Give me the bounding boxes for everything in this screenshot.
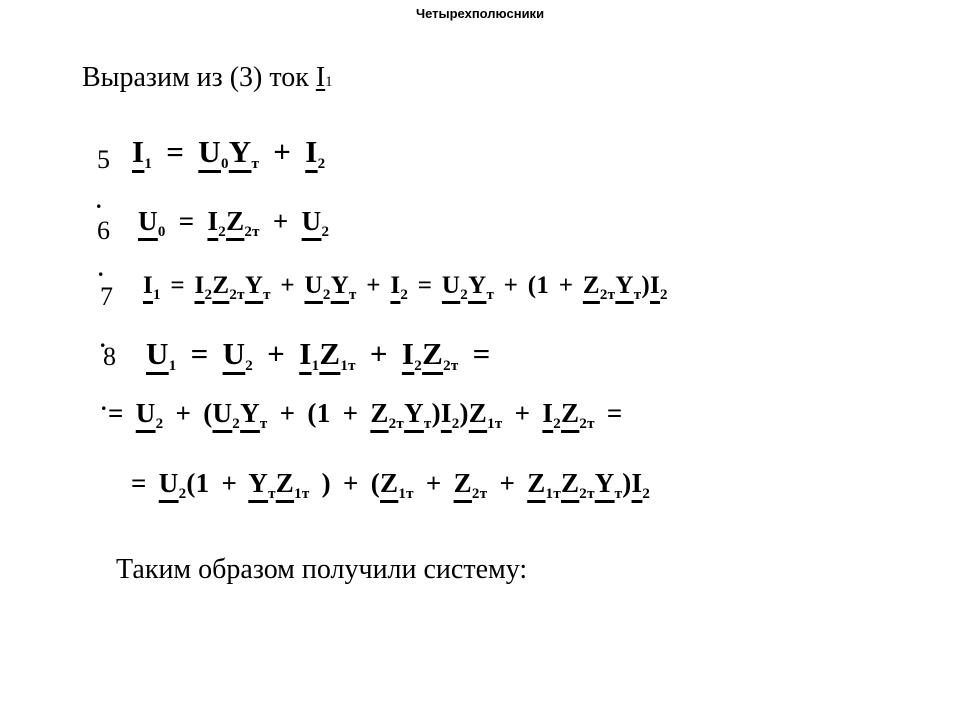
equation-8-line-1: $U_1 = U_2 + I_1Z_{1т} + I_2Z_{2т}$ = — [146, 336, 491, 374]
equation-number-6: 6 — [97, 216, 110, 245]
equation-number-5: 5 — [97, 145, 110, 174]
equation-6: $U_0 = I_2Z_{2т} + U_2$ — [138, 206, 330, 240]
equation-5: $I_1 = U_0Y_т + I_2$ — [132, 134, 326, 172]
equation-number-7: 7 — [100, 282, 113, 311]
equation-number-8: 8 — [103, 342, 116, 371]
equation-dot: . — [100, 327, 106, 352]
equation-7: $I_1 = I_2Z_{2т}Y_т + U_2Y_т + I_2 = U_2Y_т + (1 + Z_{2т}Y_т)I_2$ — [143, 272, 668, 303]
equation-dot: . — [101, 390, 107, 415]
equation-8-line-2: = $U_2 + (U_2Y_т + (1 + Z_{2т}Y_т)I_2)Z_{1т} + I_2Z_{2т}$ = — [108, 398, 623, 432]
slide-header: Четырехполюсники — [415, 6, 545, 21]
intro-text: Выразим из (3) ток I1 — [82, 62, 333, 93]
equation-dot: . — [98, 256, 104, 281]
equation-dot: . — [96, 188, 102, 213]
equation-8-line-3: = $U_2(1 + Y_тZ_{1т}$ ) + $(Z_{1т} + Z_{2т} + Z_{1т}Z_{2т}Y_т)I_2$ — [131, 468, 651, 502]
conclusion-text: Таким образом получили систему: — [116, 554, 528, 585]
